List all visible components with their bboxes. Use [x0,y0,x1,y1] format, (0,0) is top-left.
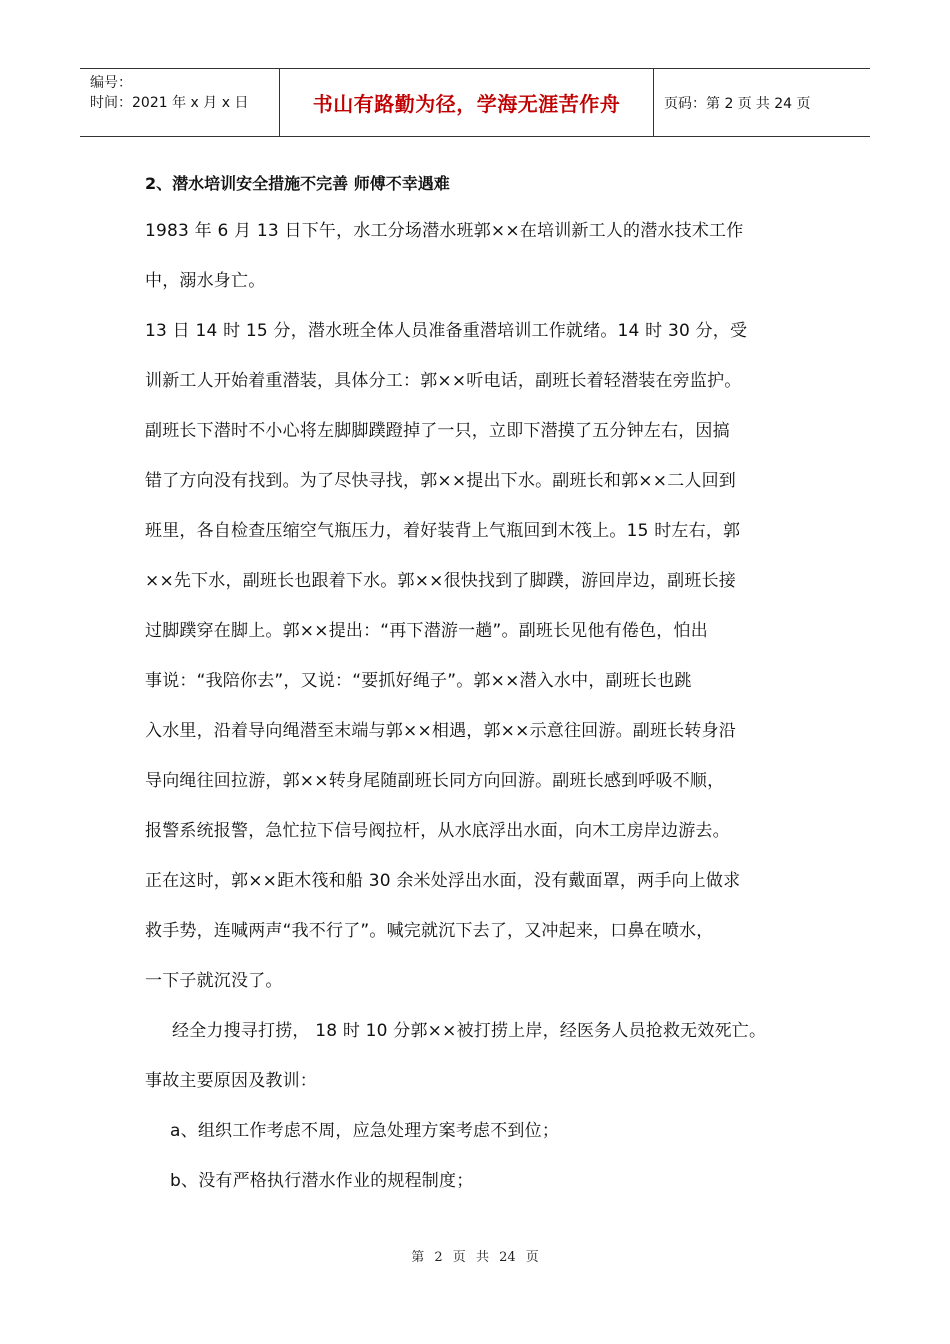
paragraph-line: 事故主要原因及教训： [145,1071,317,1091]
paragraph-line: 班里，各自检查压缩空气瓶压力，着好装背上气瓶回到木筏上。15 时左右，郭 [145,521,741,541]
paragraph-line: 入水里，沿着导向绳潜至末端与郭××相遇，郭××示意往回游。副班长转身沿 [145,721,736,741]
paragraph-line: 副班长下潜时不小心将左脚脚蹼蹬掉了一只，立即下潜摸了五分钟左右，因搞 [145,421,730,441]
paragraph-line: 中，溺水身亡。 [145,271,266,291]
footer-total-unit: 页 [525,1250,539,1265]
header-meta [80,69,280,136]
list-item: b、没有严格执行潜水作业的规程制度； [170,1171,474,1191]
document-header [80,68,870,137]
footer-page-word: 第 [411,1250,425,1265]
paragraph-line: 报警系统报警，急忙拉下信号阀拉杆，从水底浮出水面，向木工房岸边游去。 [145,821,730,841]
footer-page-unit: 页 [452,1250,466,1265]
paragraph-line: 13 日 14 时 15 分，潜水班全体人员准备重潜培训工作就绪。14 时 30 分，受 [145,321,748,341]
paragraph-line: 导向绳往回拉游，郭××转身尾随副班长同方向回游。副班长感到呼吸不顺， [145,771,725,791]
paragraph-line: 一下子就沉没了。 [145,971,283,991]
paragraph-line: 经全力搜寻打捞， 18 时 10 分郭××被打捞上岸，经医务人员抢救无效死亡。 [172,1021,767,1041]
page-footer [0,1246,950,1265]
paragraph-line: 正在这时，郭××距木筏和船 30 余米处浮出水面，没有戴面罩，两手向上做求 [145,871,741,891]
paragraph-line: 过脚蹼穿在脚上。郭××提出：“再下潜游一趟”。副班长见他有倦色，怕出 [145,621,708,641]
paragraph-line: ××先下水，副班长也跟着下水。郭××很快找到了脚蹼，游回岸边，副班长接 [145,571,736,591]
header-page-info [654,69,870,136]
section-title: 2、潜水培训安全措施不完善 师傅不幸遇难 [145,174,450,193]
footer-total-word: 共 [475,1250,489,1265]
footer-total-number: 24 [499,1250,516,1265]
header-page-label: 页码：第 2 页 [664,95,752,112]
paragraph-line: 救手势，连喊两声“我不行了”。喊完就沉下去了，又冲起来，口鼻在喷水， [145,921,714,941]
paragraph-line: 事说：“我陪你去”，又说：“要抓好绳子”。郭××潜入水中，副班长也跳 [145,671,692,691]
document-body [145,160,825,1206]
footer-page-number: 2 [434,1250,443,1265]
list-item: a、组织工作考虑不周，应急处理方案考虑不到位； [170,1121,560,1141]
paragraph-line: 错了方向没有找到。为了尽快寻找，郭××提出下水。副班长和郭××二人回到 [145,471,736,491]
document-time-label: 时间：2021 年 x 月 x 日 [90,95,249,111]
header-motto: 书山有路勤为径，学海无涯苦作舟 [280,69,654,136]
header-total-label: 共 24 页 [755,95,811,112]
document-number-label: 编号： [90,75,132,91]
paragraph-line: 1983 年 6 月 13 日下午，水工分场潜水班郭××在培训新工人的潜水技术工作 [145,221,744,241]
paragraph-line: 训新工人开始着重潜装，具体分工：郭××听电话，副班长着轻潜装在旁监护。 [145,371,742,391]
